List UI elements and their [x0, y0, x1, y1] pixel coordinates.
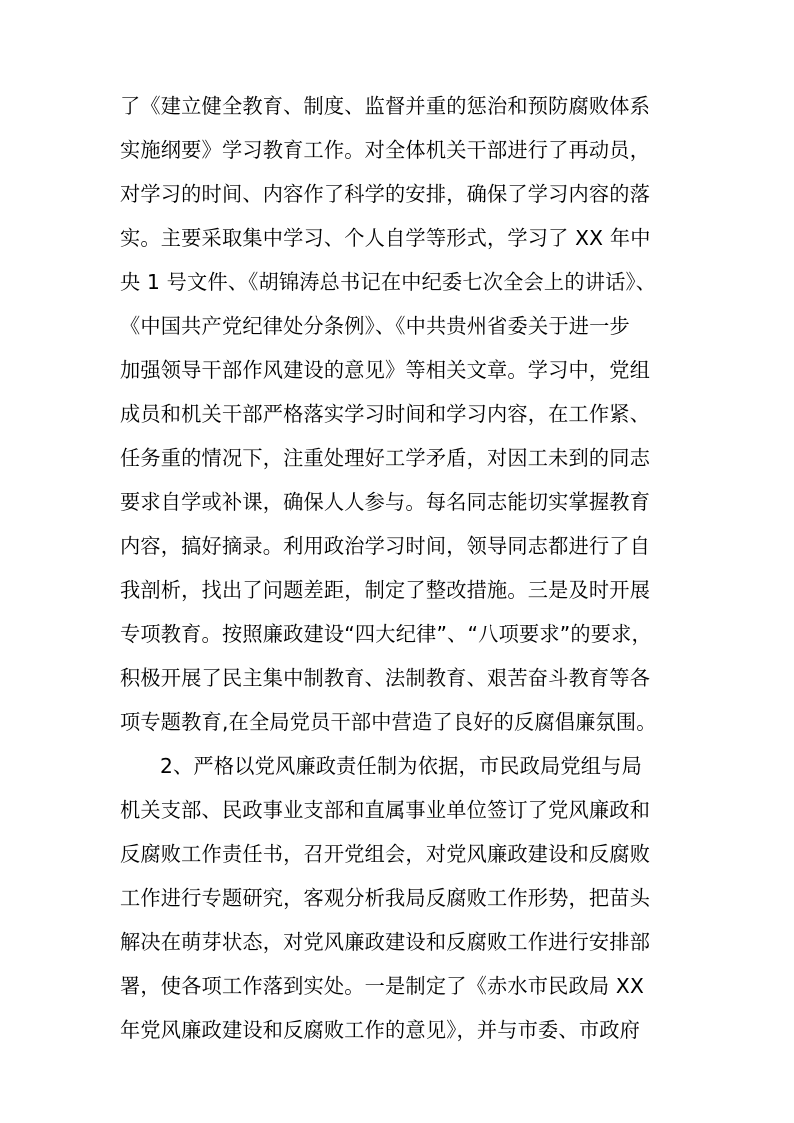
body-text-line: 任务重的情况下，注重处理好工学矛盾，对因工未到的同志 [120, 446, 651, 470]
body-text-line: 机关支部、民政事业支部和直属事业单位签订了党风廉政和 [120, 798, 651, 822]
paragraph-first-line: 2、严格以党风廉政责任制为依据，市民政局党组与局 [160, 754, 642, 778]
body-text-line: 我剖析，找出了问题差距，制定了整改措施。三是及时开展 [120, 578, 651, 602]
body-text-line: 专项教育。按照廉政建设“四大纪律”、“八项要求”的要求， [120, 622, 652, 646]
body-text-line: 实施纲要》学习教育工作。对全体机关干部进行了再动员， [120, 138, 651, 162]
body-text-line: 内容，搞好摘录。利用政治学习时间，领导同志都进行了自 [120, 534, 651, 558]
body-text-line: 要求自学或补课，确保人人参与。每名同志能切实掌握教育 [120, 490, 651, 514]
body-text-line: 项专题教育,在全局党员干部中营造了良好的反腐倡廉氛围。 [120, 710, 657, 734]
body-text-line: 了《建立健全教育、制度、监督并重的惩治和预防腐败体系 [120, 94, 651, 118]
body-text-line: 年党风廉政建设和反腐败工作的意见》，并与市委、市政府 [120, 1018, 640, 1042]
body-text-line: 积极开展了民主集中制教育、法制教育、艰苦奋斗教育等各 [120, 666, 651, 690]
body-text-line: 解决在萌芽状态，对党风廉政建设和反腐败工作进行安排部 [120, 930, 651, 954]
body-text-line: 署，使各项工作落到实处。一是制定了《赤水市民政局 XX [120, 974, 644, 998]
body-text-line: 《中国共产党纪律处分条例》、《中共贵州省委关于进一步 [120, 314, 630, 338]
body-text-line: 成员和机关干部严格落实学习时间和学习内容，在工作紧、 [120, 402, 651, 426]
body-text-line: 央 1 号文件、《胡锦涛总书记在中纪委七次全会上的讲话》、 [120, 270, 657, 294]
body-text-line: 工作进行专题研究，客观分析我局反腐败工作形势，把苗头 [120, 886, 651, 910]
body-text-line: 实。主要采取集中学习、个人自学等形式，学习了 XX 年中 [120, 226, 651, 250]
body-text-line: 加强领导干部作风建设的意见》等相关文章。学习中，党组 [120, 358, 651, 382]
body-text-line: 对学习的时间、内容作了科学的安排，确保了学习内容的落 [120, 182, 651, 206]
body-text-line: 反腐败工作责任书，召开党组会，对党风廉政建设和反腐败 [120, 842, 651, 866]
